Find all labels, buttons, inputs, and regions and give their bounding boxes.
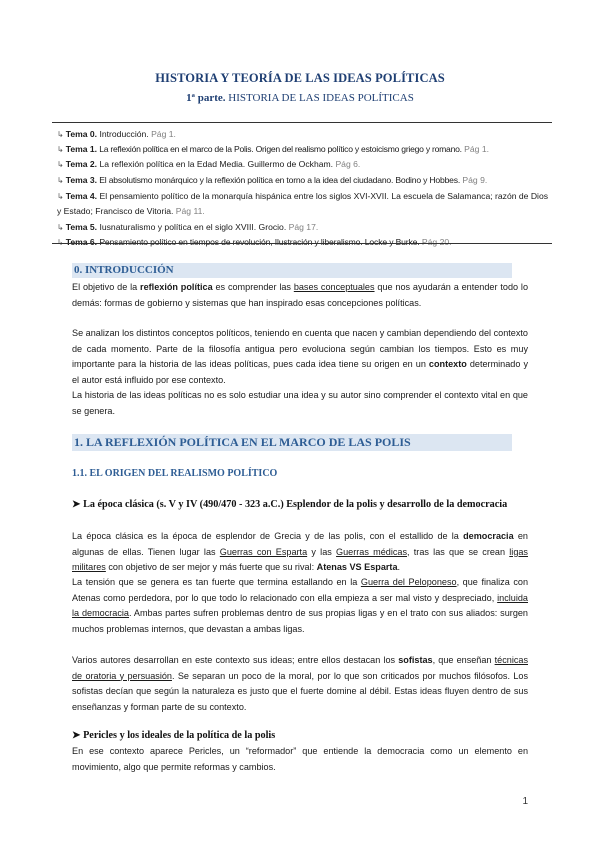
toc-text: El pensamiento político de la monarquía hispánica entre los siglos XVI-XVII. La escuela de Salamanca; razón de Dios y Estado; Francisco de Vitoria. [57,190,549,217]
section-0-heading: 0. INTRODUCCIÓN [74,264,174,276]
table-of-contents [57,127,549,250]
toc-page: Pág 9. [462,174,488,185]
toc-label: Tema 2. [65,159,98,170]
toc-text: Iusnaturalismo y política en el siglo XVIII. Grocio. [97,221,287,232]
toc-item[interactable] [57,220,549,235]
toc-text: La reflexión política en la Edad Media. Guillermo de Ockham. [97,159,334,170]
intro-paragraph-1: El objetivo de la reflexión política es comprender las bases conceptuales que nos ayudarán a entender todo lo demás: formas de gobierno y sistemas que han inspirado esas concepciones políticas. [72,282,528,308]
toc-item[interactable] [57,142,549,157]
toc-item[interactable] [57,173,549,188]
toc-item[interactable] [57,189,549,219]
arrow-icon: ↳ [57,145,64,155]
pericles-heading: ➤ Pericles y los ideales de la política de la polis [72,730,276,741]
epoca-paragraph-2: La tensión que se genera es tan fuerte que termina estallando en la Guerra del Peloponeso, que finaliza con Atenas como perdedora, por lo que todo lo relacionado con ella empieza a ser mal visto y despreciado, incluida la democracia. Ambas partes sufren problemas dentro de sus propias ligas y en el trato con sus aliados: surgen muchos problemas internos, que devastan a ambas ligas. [72,577,529,634]
arrow-icon: ↳ [57,191,64,201]
pericles-paragraph: En ese contexto aparece Pericles, un “reformador” que entiende la democracia como un elemento en movimiento, algo que permite reformas y cambios. [72,746,528,772]
intro-paragraph-3: La historia de las ideas políticas no es solo estudiar una idea y su autor sino comprender el contexto vital en que se genera. [72,390,528,416]
document-subtitle [0,92,600,104]
toc-page: Pág 11. [175,206,205,217]
epoca-paragraph-1: La época clásica es la época de esplendor de Grecia y de las polis, con el estallido de la democracia en algunas de ellas. Tienen lugar las Guerras con Esparta y las Guerras médicas, tras las que se crean ligas militares con objetivo de ser mejor y más fuerte que su rival: Atenas VS Esparta. [72,531,528,573]
toc-bottom-rule [52,243,552,244]
toc-text: Introducción. [97,129,149,139]
toc-label: Tema 0. [65,129,98,139]
intro-paragraph-2: Se analizan los distintos conceptos políticos, teniendo en cuenta que nacen y cambian dependiendo del contexto de cada momento. Parte de la filosofía antigua pero evoluciona según cambian los tiempos. Esto es muy importante para la historia de las ideas políticas, pues cada idea tiene su origen en un contexto determinado y el autor está influido por ese contexto. [72,328,528,385]
toc-page: Pág 1. [464,144,490,155]
arrow-icon: ↳ [57,175,64,185]
toc-page: Pág 17. [288,221,319,232]
toc-label: Tema 5. [65,221,98,232]
arrow-icon: ↳ [57,222,64,232]
toc-item[interactable] [57,127,549,142]
toc-label: Tema 3. [65,174,98,185]
toc-label: Tema 1. [65,144,98,155]
toc-text: El absolutismo monárquico y la reflexión política en torno a la idea del ciudadano. Bodino y Hobbes. [97,174,461,185]
epoca-clasica-heading: ➤ La época clásica (s. V y IV (490/470 - 323 a.C.) Esplendor de la polis y desarrollo de la democracia [72,499,508,510]
section-1-heading: 1. LA REFLEXIÓN POLÍTICA EN EL MARCO DE LAS POLIS [74,435,411,449]
arrow-icon: ↳ [57,160,64,170]
toc-label: Tema 4. [65,190,98,201]
arrow-icon: ↳ [57,130,64,139]
toc-top-rule [52,122,552,123]
subsection-heading: 1.1. EL ORIGEN DEL REALISMO POLÍTICO [72,468,278,479]
document-title: HISTORIA Y TEORÍA DE LAS IDEAS POLÍTICAS [155,71,445,85]
subtitle-part: 1ª parte. [186,92,226,104]
sofistas-paragraph: Varios autores desarrollan en este contexto sus ideas; entre ellos destacan los sofistas, que enseñan técnicas de oratoria y persuasión. Se separan un poco de la moral, por lo que son criticados por muchos filósofos. Los sofistas decían que según la naturaleza es justo que el fuerte domine al débil. Estas ideas fluyen dentro de sus enseñanzas y forman parte de su contexto. [72,655,528,712]
toc-page: Pág 6. [335,159,361,170]
toc-text: La reflexión política en el marco de la Polis. Origen del realismo político y estoicismo griego y romano. [97,144,462,155]
toc-item[interactable] [57,157,549,172]
toc-page: Pág 1. [151,129,176,139]
subtitle-text: HISTORIA DE LAS IDEAS POLÍTICAS [225,92,414,104]
page-number: 1 [522,796,528,807]
